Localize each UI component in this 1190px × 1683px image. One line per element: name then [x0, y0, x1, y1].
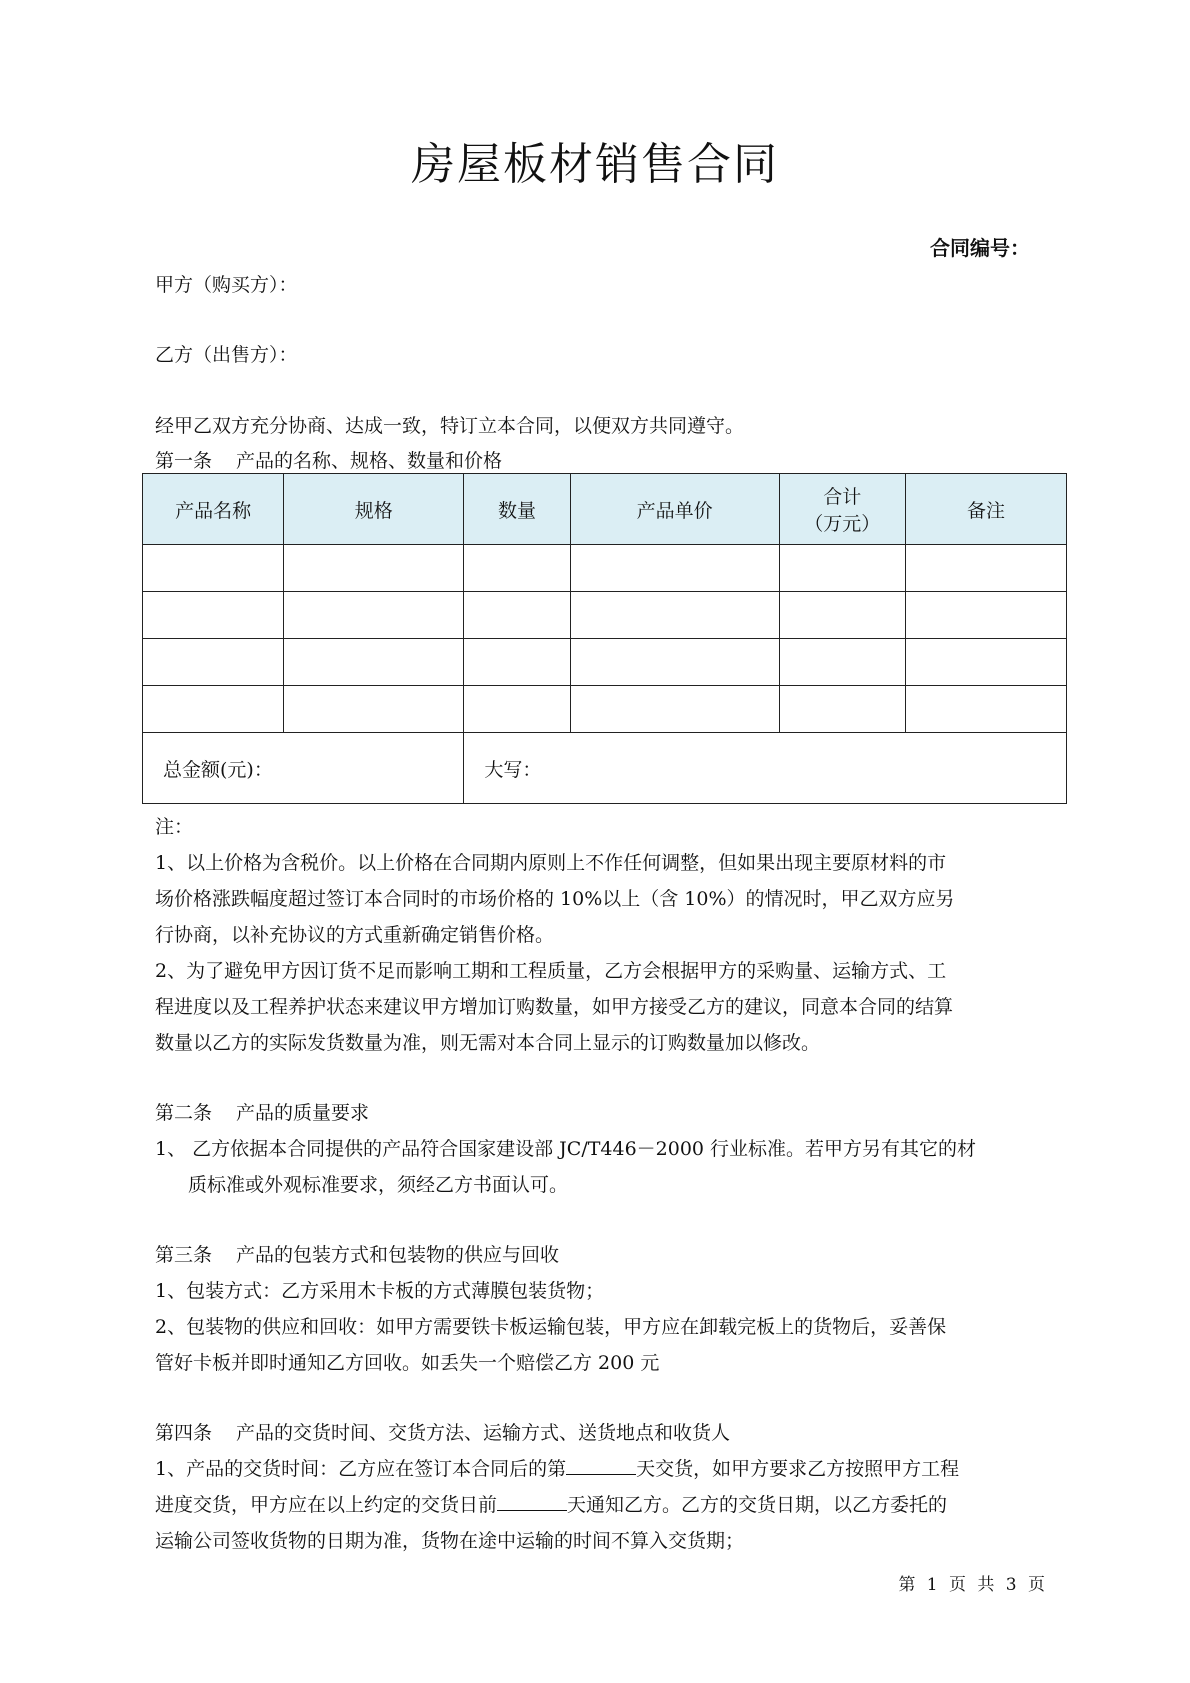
article-1-title: 产品的名称、规格、数量和价格 [236, 450, 503, 472]
total-row [143, 733, 1067, 804]
table-cell [464, 592, 570, 639]
table-row [143, 639, 1067, 686]
article-2-title: 产品的质量要求 [236, 1102, 370, 1124]
table-cell [143, 686, 284, 733]
article-4-heading [155, 1418, 730, 1445]
total-amount-label: 总金额(元)： [143, 733, 464, 804]
article-3-title: 产品的包装方式和包装物的供应与回收 [236, 1244, 560, 1266]
article-3-line-3: 管好卡板并即时通知乙方回收。如丢失一个赔偿乙方 200 元 [155, 1352, 660, 1374]
note-2-line-1: 2、为了避免甲方因订货不足而影响工期和工程质量，乙方会根据甲方的采购量、运输方式、工 [155, 960, 947, 982]
delivery-days-blank [566, 1456, 636, 1475]
table-cell [143, 592, 284, 639]
amount-in-words-label: 大写： [464, 733, 1067, 804]
article-3-number: 第三条 [155, 1244, 213, 1266]
table-row [143, 545, 1067, 592]
table-cell [905, 592, 1066, 639]
note-1-line-1: 1、以上价格为含税价。以上价格在合同期内原则上不作任何调整，但如果出现主要原材料的市 [155, 852, 947, 874]
article-3-heading [155, 1240, 559, 1267]
table-cell [905, 639, 1066, 686]
table-cell [779, 639, 905, 686]
table-cell [570, 686, 779, 733]
article-4-line-1-start: 1、产品的交货时间：乙方应在签订本合同后的第 [155, 1458, 567, 1480]
article-3-line-2: 2、包装物的供应和回收：如甲方需要铁卡板运输包装，甲方应在卸载完板上的货物后，妥善保 [155, 1316, 947, 1338]
article-1-number: 第一条 [155, 450, 213, 472]
article-2-heading [155, 1098, 369, 1125]
table-cell [570, 545, 779, 592]
col-header-unit-price: 产品单价 [570, 474, 779, 545]
table-cell [464, 545, 570, 592]
table-cell [464, 639, 570, 686]
notice-days-blank [497, 1492, 567, 1511]
page-number: 第 1 页 共 3 页 [898, 1575, 1045, 1595]
note-1-line-2: 场价格涨跌幅度超过签订本合同时的市场价格的 10%以上（含 10%）的情况时，甲乙双方应另 [155, 888, 955, 910]
table-cell [905, 686, 1066, 733]
article-4-line-2 [155, 1490, 947, 1517]
table-cell [143, 545, 284, 592]
product-table [142, 473, 1067, 804]
article-4-number: 第四条 [155, 1422, 213, 1444]
article-4-line-1-end: 天交货，如甲方要求乙方按照甲方工程 [636, 1458, 960, 1480]
col-header-spec: 规格 [284, 474, 464, 545]
note-1-line-3: 行协商，以补充协议的方式重新确定销售价格。 [155, 924, 555, 946]
col-header-total-line2: （万元） [804, 513, 881, 535]
table-cell [284, 545, 464, 592]
table-cell [284, 592, 464, 639]
table-cell [779, 545, 905, 592]
table-cell [284, 639, 464, 686]
table-cell [284, 686, 464, 733]
table-cell [905, 545, 1066, 592]
col-header-total-line1: 合计 [823, 486, 862, 508]
col-header-quantity: 数量 [464, 474, 570, 545]
party-b-label: 乙方（出售方）： [155, 344, 298, 366]
notes-label: 注： [155, 816, 194, 838]
table-cell [570, 592, 779, 639]
contract-number-label: 合同编号： [930, 236, 1030, 260]
table-row [143, 686, 1067, 733]
article-2-number: 第二条 [155, 1102, 213, 1124]
table-cell [779, 686, 905, 733]
table-cell [570, 639, 779, 686]
party-a-label: 甲方（购买方）： [155, 274, 298, 296]
table-cell [143, 639, 284, 686]
article-4-title: 产品的交货时间、交货方法、运输方式、送货地点和收货人 [236, 1422, 731, 1444]
table-cell [464, 686, 570, 733]
article-3-line-1: 1、包装方式：乙方采用木卡板的方式薄膜包装货物； [155, 1280, 605, 1302]
article-4-line-1 [155, 1454, 959, 1481]
note-2-line-3: 数量以乙方的实际发货数量为准，则无需对本合同上显示的订购数量加以修改。 [155, 1032, 821, 1054]
intro-text: 经甲乙双方充分协商、达成一致，特订立本合同，以便双方共同遵守。 [155, 415, 745, 437]
table-row [143, 592, 1067, 639]
table-header-row [143, 474, 1067, 545]
col-header-product-name: 产品名称 [143, 474, 284, 545]
note-2-line-2: 程进度以及工程养护状态来建议甲方增加订购数量，如甲方接受乙方的建议，同意本合同的结算 [155, 996, 954, 1018]
article-2-line-1: 1、 乙方依据本合同提供的产品符合国家建设部 JC/T446－2000 行业标准。若甲方另有其它的材 [155, 1138, 977, 1160]
col-header-total [779, 474, 905, 545]
article-4-line-2-end: 天通知乙方。乙方的交货日期，以乙方委托的 [567, 1494, 948, 1516]
article-1-heading [155, 446, 502, 473]
article-4-line-2-start: 进度交货，甲方应在以上约定的交货日前 [155, 1494, 498, 1516]
table-cell [779, 592, 905, 639]
col-header-remarks: 备注 [905, 474, 1066, 545]
article-2-line-2: 质标准或外观标准要求，须经乙方书面认可。 [188, 1174, 569, 1196]
article-4-line-3: 运输公司签收货物的日期为准，货物在途中运输的时间不算入交货期； [155, 1530, 745, 1552]
document-title: 房屋板材销售合同 [411, 139, 779, 190]
